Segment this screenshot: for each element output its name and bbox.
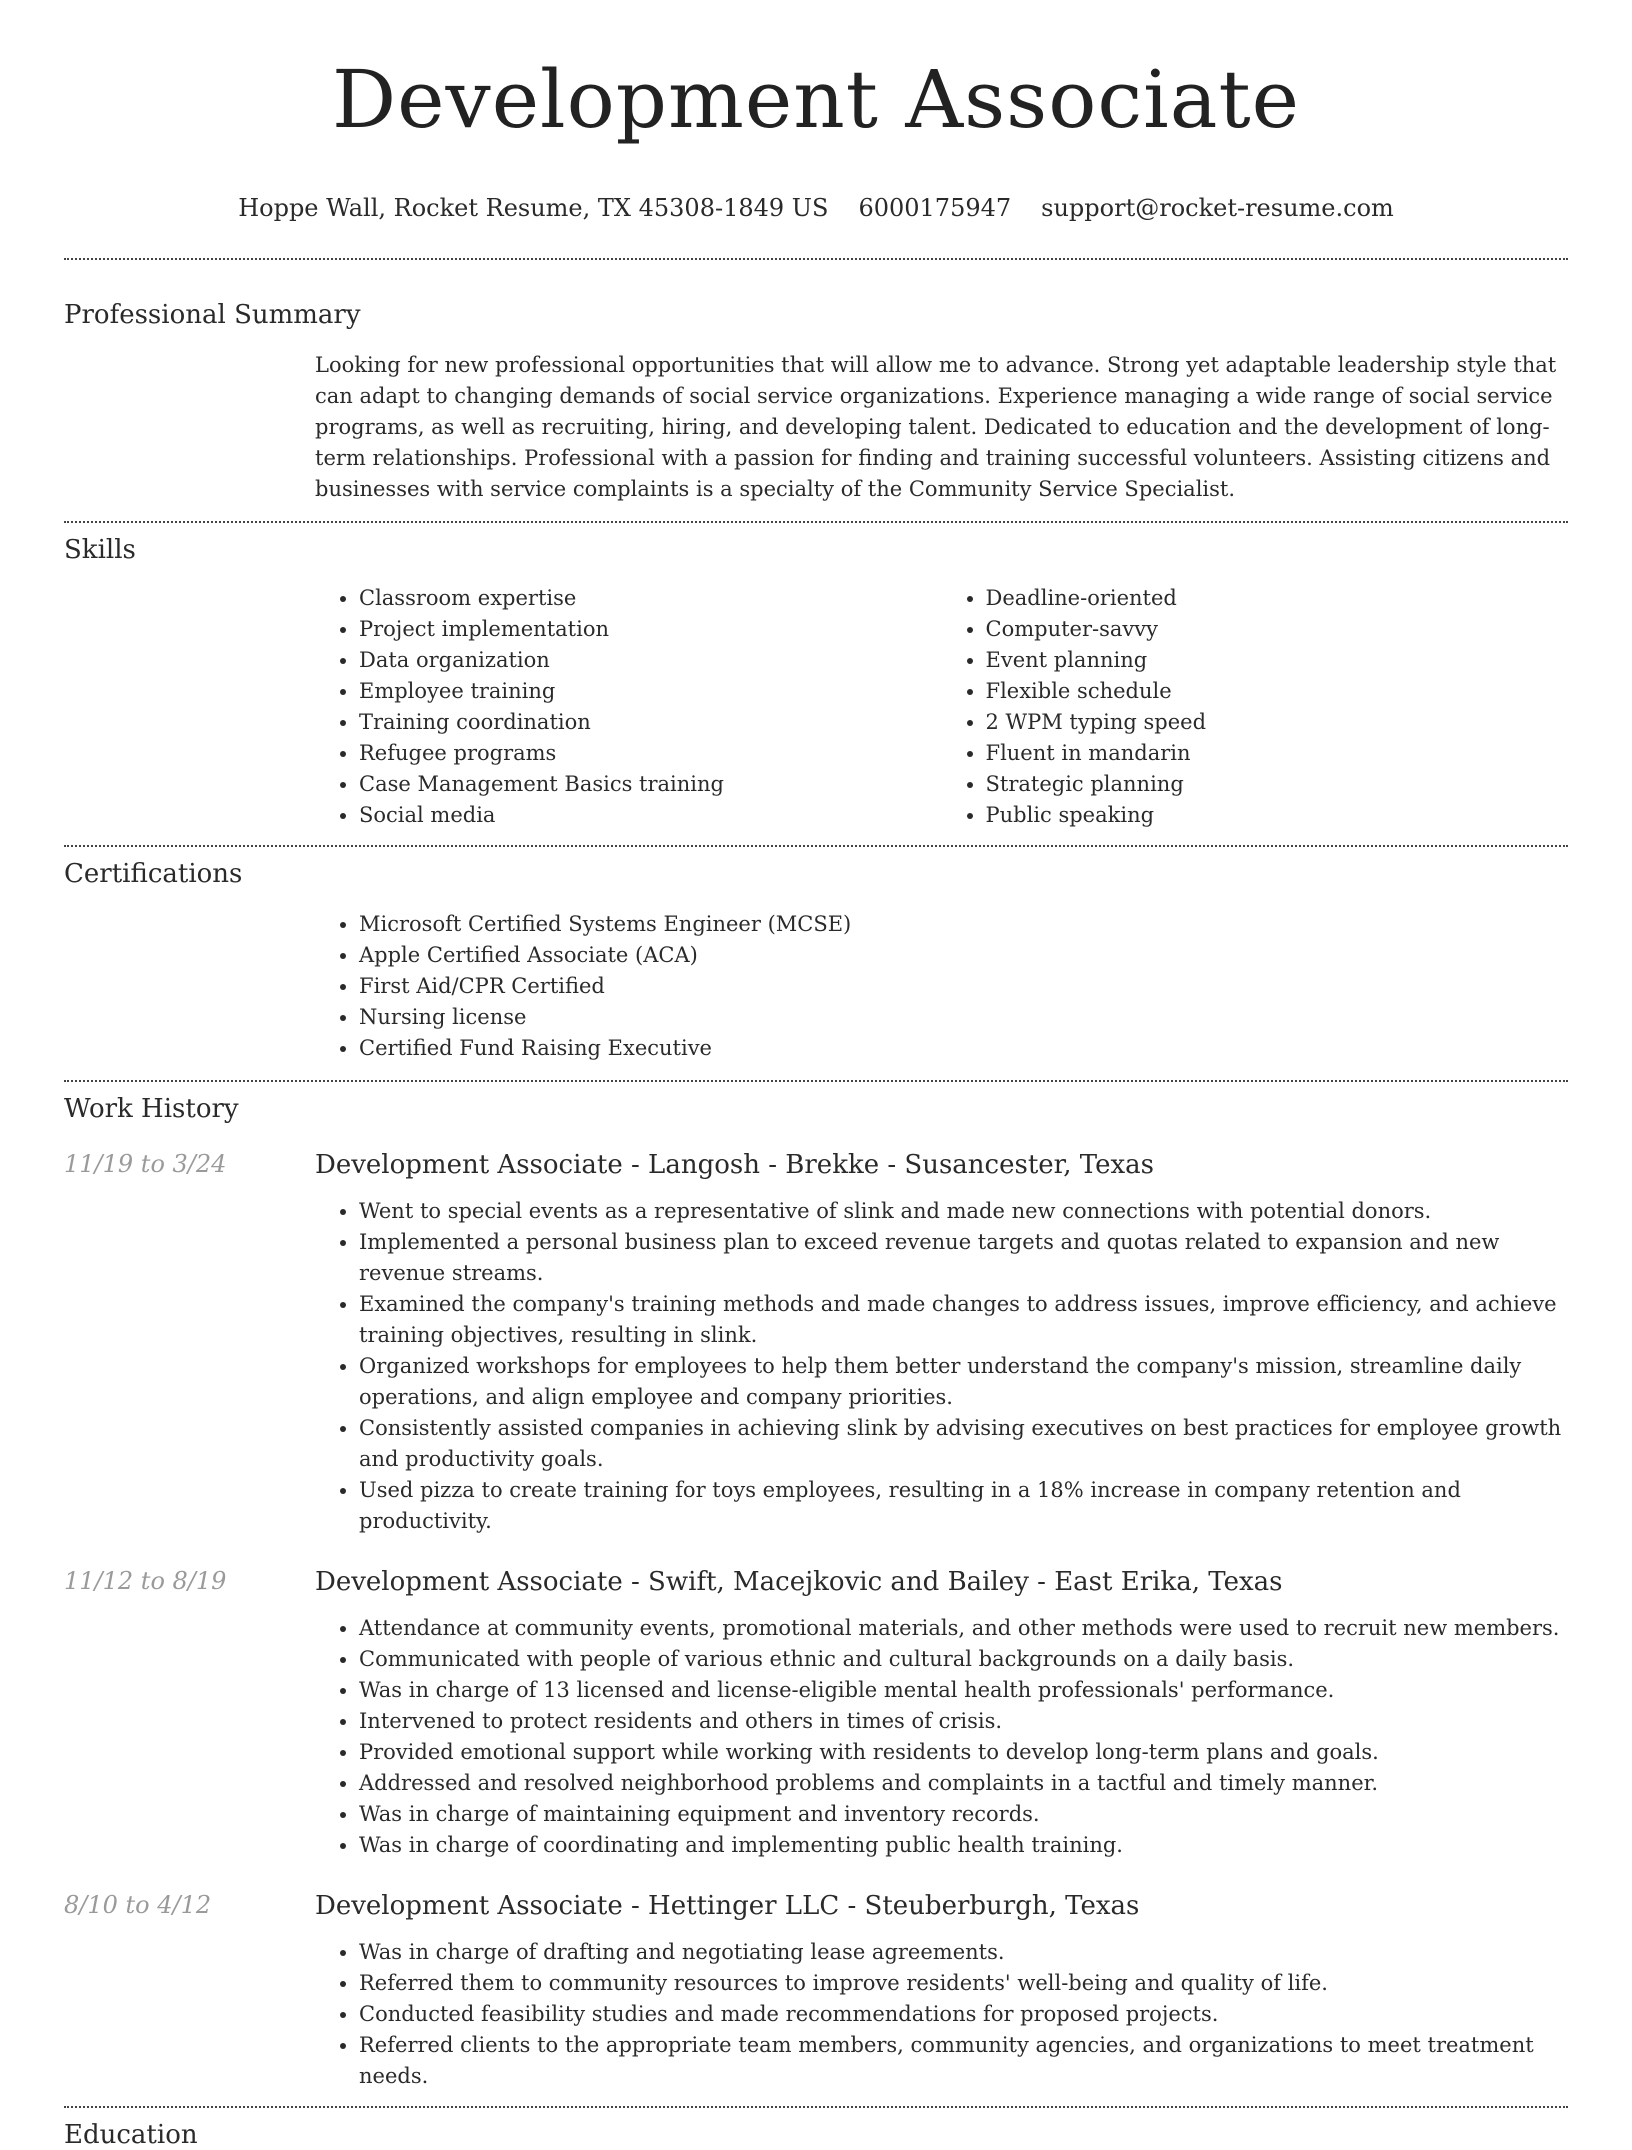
job-bullet: • Organized workshops for employees to help them better understand the company's mission, streamline daily operations, and align employee and company priorities. [359,1351,1568,1413]
certifications-heading: Certifications [64,858,243,889]
job-bullet: • Consistently assisted companies in achieving slink by advising executives on best practices for employee growth and productivity goals. [359,1413,1568,1475]
resume-page [64,0,1568,2150]
job-bullet: • Examined the company's training methods and made changes to address issues, improve efficiency, and achieve training objectives, resulting in slink. [359,1289,1568,1351]
skills-heading: Skills [64,534,136,565]
certifications-list [315,909,1568,1064]
skills-section [64,535,1568,831]
certifications-section [64,859,1568,1064]
contact-email[interactable]: support@rocket-resume.com [1041,193,1394,222]
skill-item: • Flexible schedule [986,676,1569,707]
education-section [64,2120,1568,2150]
divider [64,2106,1568,2108]
job-date: 8/10 to 4/12 [64,1890,212,1919]
job-bullet: • Intervened to protect residents and others in times of crisis. [359,1706,1568,1737]
job-bullet: • Communicated with people of various ethnic and cultural backgrounds on a daily basis. [359,1644,1568,1675]
job-entry [64,1891,1568,2092]
job-bullets [315,1196,1568,1537]
divider [64,1080,1568,1082]
job-bullet: • Referred them to community resources to improve residents' well-being and quality of life. [359,1968,1568,1999]
job-bullet: • Implemented a personal business plan to exceed revenue targets and quotas related to expansion and new revenue streams. [359,1227,1568,1289]
skill-item: • Refugee programs [359,738,942,769]
skill-item: • Data organization [359,645,942,676]
summary-text: Looking for new professional opportunities that will allow me to advance. Strong yet adaptable leadership style that can adapt to changing demands of social service organizations. Experience managing a wide range of social service programs, as well as recruiting, hiring, and developing talent. Dedicated to education and the development of long-term relationships. Professional with a passion for finding and training successful volunteers. Assisting citizens and businesses with service complaints is a specialty of the Community Service Specialist. [315,352,1557,501]
skill-item: • Deadline-oriented [986,583,1569,614]
job-bullet: • Was in charge of 13 licensed and license-eligible mental health professionals' performance. [359,1675,1568,1706]
job-entry [64,1150,1568,1537]
job-bullet: • Conducted feasibility studies and made recommendations for proposed projects. [359,1999,1568,2030]
skill-item: • Social media [359,800,942,831]
job-bullet: • Used pizza to create training for toys employees, resulting in a 18% increase in company retention and productivity. [359,1475,1568,1537]
divider [64,521,1568,523]
work-history-heading: Work History [64,1093,239,1124]
education-heading: Education [64,2119,198,2150]
skill-item: • 2 WPM typing speed [986,707,1569,738]
certification-item: • First Aid/CPR Certified [359,971,1568,1002]
skill-item: • Computer-savvy [986,614,1569,645]
skill-item: • Fluent in mandarin [986,738,1569,769]
job-date: 11/12 to 8/19 [64,1566,227,1595]
skill-item: • Strategic planning [986,769,1569,800]
work-history-section [64,1094,1568,2092]
skill-item: • Public speaking [986,800,1569,831]
summary-section [64,300,1568,505]
skill-item: • Employee training [359,676,942,707]
certification-item: • Apple Certified Associate (ACA) [359,940,1568,971]
skill-item: • Project implementation [359,614,942,645]
job-bullet: • Addressed and resolved neighborhood problems and complaints in a tactful and timely manner. [359,1768,1568,1799]
job-bullet: • Was in charge of drafting and negotiating lease agreements. [359,1937,1568,1968]
job-title: Development Associate - Langosh - Brekke - Susancester, Texas [315,1149,1154,1180]
certification-item: • Microsoft Certified Systems Engineer (MCSE) [359,909,1568,940]
job-bullet: • Provided emotional support while working with residents to develop long-term plans and goals. [359,1737,1568,1768]
skill-item: • Classroom expertise [359,583,942,614]
skill-item: • Case Management Basics training [359,769,942,800]
certification-item: • Nursing license [359,1002,1568,1033]
skill-item: • Training coordination [359,707,942,738]
job-title: Development Associate - Hettinger LLC - Steuberburgh, Texas [315,1890,1140,1921]
job-bullet: • Attendance at community events, promotional materials, and other methods were used to recruit new members. [359,1613,1568,1644]
skills-list-left [315,583,942,831]
summary-heading: Professional Summary [64,299,361,330]
job-bullet: • Was in charge of maintaining equipment and inventory records. [359,1799,1568,1830]
divider [64,845,1568,847]
job-date: 11/19 to 3/24 [64,1149,227,1178]
job-bullet: • Referred clients to the appropriate team members, community agencies, and organizations to meet treatment needs. [359,2030,1568,2092]
skills-list-right [942,583,1569,831]
contact-line [64,194,1568,222]
resume-name: Development Associate [332,53,1300,146]
skill-item: • Event planning [986,645,1569,676]
divider [64,258,1568,260]
contact-phone: 6000175947 [858,193,1012,222]
job-bullet: • Went to special events as a representative of slink and made new connections with potential donors. [359,1196,1568,1227]
job-bullets [315,1937,1568,2092]
job-entry [64,1567,1568,1861]
job-bullets [315,1613,1568,1861]
job-bullet: • Was in charge of coordinating and implementing public health training. [359,1830,1568,1861]
job-title: Development Associate - Swift, Macejkovic and Bailey - East Erika, Texas [315,1566,1283,1597]
contact-address: Hoppe Wall, Rocket Resume, TX 45308-1849 US [238,193,829,222]
certification-item: • Certified Fund Raising Executive [359,1033,1568,1064]
